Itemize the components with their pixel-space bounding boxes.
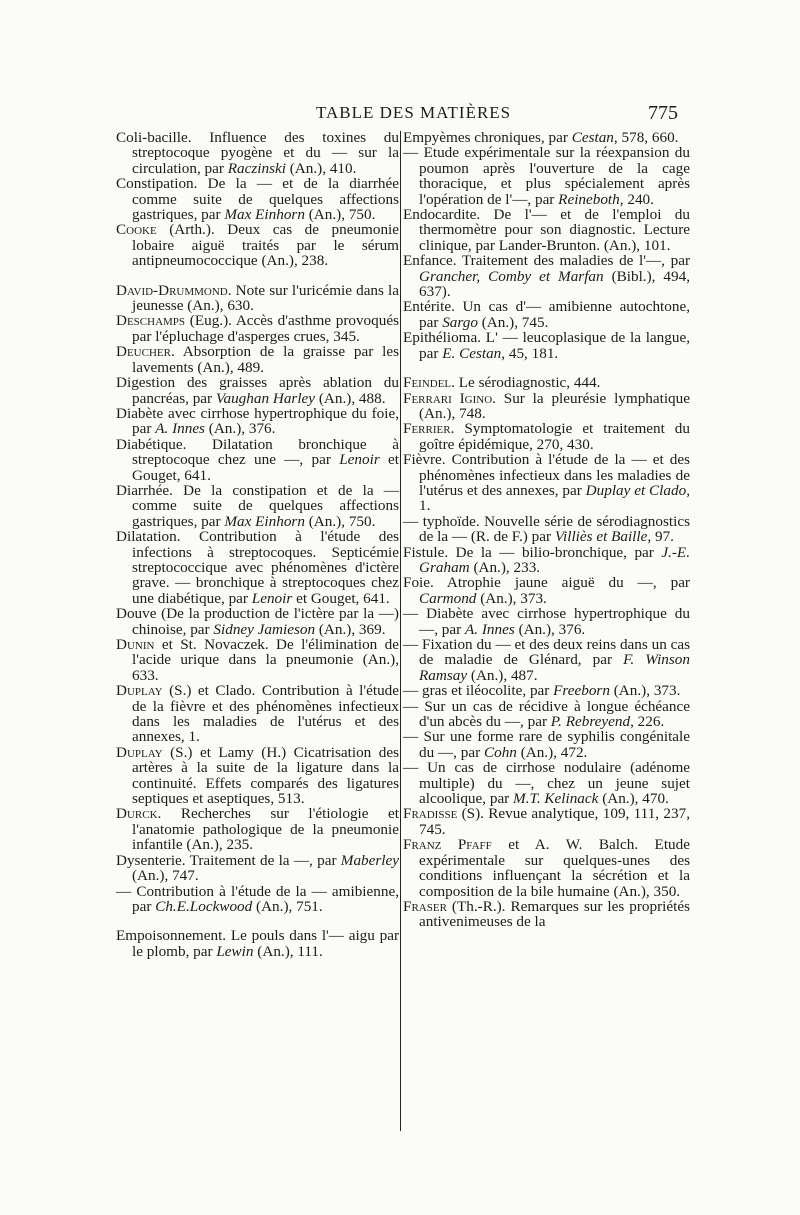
- entry-text: . Le sérodiagnostic, 444.: [451, 374, 601, 392]
- entry-head: Deucher: [116, 343, 171, 361]
- index-entry: [403, 253, 690, 299]
- entry-text: Fièvre. Contribution à l'étude de la — et des phénomènes infectieux dans les maladies de l'utérus et des annexes, par: [403, 451, 690, 499]
- entry-text: et St. Novaczek. De l'élimination de l'acide urique dans la pneumonie (An.), 633.: [132, 636, 399, 684]
- entry-text: Dysenterie. Traitement de la —, par: [116, 851, 341, 869]
- index-entry: [403, 421, 690, 452]
- entry-tail: , 578, 660.: [613, 129, 679, 146]
- entry-author: P. Rebreyend: [550, 713, 631, 731]
- entry-head: Durck: [116, 805, 158, 823]
- entry-text: — Un cas de cirrhose nodulaire (adénome multiple) du —, chez un jeune sujet alcoolique, par: [403, 759, 690, 808]
- entry-head: Dunin: [116, 636, 155, 653]
- entry-tail: (An.), 747.: [132, 867, 199, 885]
- entry-tail: (An.), 487.: [467, 666, 538, 684]
- index-column-right: [403, 130, 690, 930]
- index-entry: [403, 375, 690, 390]
- index-entry: [403, 207, 690, 253]
- index-entry: [116, 437, 399, 483]
- index-entry: [116, 283, 399, 314]
- entry-tail: (An.), 373.: [476, 589, 547, 607]
- entry-text: . Recherches sur l'étiologie et l'anatomie pathologique de la pneumonie infantile (An.), 235.: [132, 805, 399, 854]
- entry-author: Lenoir: [251, 589, 293, 607]
- index-entry: [403, 514, 690, 545]
- page-header: [0, 98, 800, 128]
- entry-head: Duplay: [116, 682, 163, 700]
- entry-author: Vaughan Harley: [215, 389, 316, 407]
- entry-text: Endocardite. De l'— et de l'emploi du thermomètre pour son diagnostic. Lecture clinique, par Lander-Brunton. (An.), 101.: [403, 206, 690, 254]
- entry-text: et A. W. Balch. Etude expérimentale sur quelques-unes des conditions influençant la sécrétion et la composition de la bile humaine (An.), 350.: [419, 836, 690, 900]
- entry-head: Fraser: [403, 897, 447, 915]
- entry-author: A. Innes: [464, 620, 515, 638]
- entry-author: Grancher, Comby et Marfan: [419, 267, 604, 285]
- index-entry: [116, 806, 399, 852]
- entry-tail: (An.), 373.: [609, 682, 681, 700]
- index-entry: [116, 344, 399, 375]
- index-entry: [116, 313, 399, 344]
- entry-head: Franz Pfaff: [403, 836, 492, 854]
- entry-text: . Absorption de la graisse par les lavements (An.), 489.: [132, 343, 399, 376]
- index-entry: [116, 529, 399, 606]
- index-entry: [116, 745, 399, 807]
- index-entry: [116, 853, 399, 884]
- entry-tail: (An.), 750.: [304, 206, 376, 224]
- entry-text: (S.) et Lamy (H.) Cicatrisation des artères à la suite de la ligature dans la continuité. Effets comparés des ligatures septiques et aseptiques, 513.: [132, 743, 399, 808]
- entry-head: Cooke: [116, 221, 157, 239]
- index-entry: [116, 222, 399, 268]
- entry-tail: (An.), 410.: [285, 159, 357, 177]
- entry-text: Diabète avec cirrhose hypertrophique du foie, par: [116, 404, 399, 438]
- index-entry: [116, 683, 399, 745]
- index-entry: [403, 899, 690, 930]
- entry-tail: (An.), 488.: [315, 389, 386, 407]
- entry-tail: (An.), 472.: [516, 743, 588, 761]
- entry-text: Constipation. De la — et de la diarrhée comme suite de quelques affections gastriques, par: [116, 175, 399, 224]
- entry-text: Enfance. Traitement des maladies de l'—, par: [403, 252, 690, 270]
- index-entry: [116, 176, 399, 222]
- entry-tail: , 240.: [619, 190, 654, 208]
- entry-text: Entérite. Un cas d'— amibienne autochtone, par: [403, 298, 690, 331]
- index-entry: [403, 699, 690, 730]
- index-entry: [116, 884, 399, 915]
- entry-tail: (An.), 745.: [477, 313, 549, 331]
- entry-text: (S). Revue analytique, 109, 111, 237, 745.: [419, 805, 690, 838]
- index-entry: [116, 406, 399, 437]
- index-entry: [116, 483, 399, 529]
- index-entry: [403, 760, 690, 806]
- entry-head: David-Drummond: [116, 281, 228, 299]
- entry-author: J.-E. Graham: [419, 543, 690, 576]
- index-entry: [116, 375, 399, 406]
- entry-text: (Eug.). Accès d'asthme provoqués par l'épluchage d'asperges crues, 345.: [132, 312, 399, 345]
- entry-author: Villiès et Baille: [554, 528, 648, 546]
- index-entry: [403, 299, 690, 330]
- index-entry: [403, 452, 690, 514]
- entry-text: Foie. Atrophie jaune aiguë du —, par: [403, 574, 690, 592]
- entry-author: Raczinski: [227, 159, 286, 177]
- index-entry: [116, 928, 399, 959]
- entry-author: Cohn: [483, 743, 517, 761]
- entry-author: Max Einhorn: [224, 206, 305, 224]
- entry-text: (Th.-R.). Remarques sur les propriétés antivenimeuses de la: [419, 897, 690, 931]
- entry-tail: (An.), 376.: [514, 620, 586, 638]
- entry-tail: (An.), 376.: [204, 420, 276, 438]
- index-column-left: [116, 130, 399, 959]
- entry-tail: et Gouget, 641.: [292, 589, 390, 607]
- entry-head: Ferrari Igino: [403, 389, 493, 407]
- entry-text: — Etude expérimentale sur la réexpansion du poumon après l'ouverture de la cage thoracique, et plus spécialement après l'opération de l'—, par: [403, 144, 690, 208]
- index-entry: [403, 837, 690, 899]
- entry-head: Feindel: [403, 374, 452, 392]
- index-entry: [403, 637, 690, 683]
- entry-text: — Sur une forme rare de syphilis congénitale du —, par: [403, 728, 690, 761]
- entry-text: Fistule. De la — bilio-bronchique, par: [403, 543, 662, 561]
- entry-tail: (An.), 751.: [252, 897, 323, 915]
- entry-author: Maberley: [340, 851, 399, 869]
- entry-text: — typhoïde. Nouvelle série de sérodiagnostics de la — (R. de F.) par: [403, 512, 690, 546]
- running-title: TABLE DES MATIÈRES: [316, 103, 512, 122]
- entry-tail: (An.), 233.: [469, 558, 541, 576]
- entry-text: Coli-bacille. Influence des toxines du streptocoque pyogène et du — sur la circulation, par: [116, 129, 399, 177]
- entry-author: A. Innes: [155, 420, 205, 438]
- page-number: 775: [648, 102, 678, 124]
- column-divider: [400, 131, 401, 1131]
- entry-text: (S.) et Clado. Contribution à l'étude de la fièvre et des phénomènes infectieux dans les maladies de l'utérus et des annexes, 1.: [132, 682, 399, 746]
- entry-author: M.T. Kelinack: [513, 790, 599, 808]
- entry-author: E. Cestan: [442, 344, 502, 362]
- index-entry: [116, 606, 399, 637]
- entry-author: Freeborn: [553, 682, 610, 700]
- entry-text: . Symptomatologie et traitement du goître épidémique, 270, 430.: [419, 420, 690, 453]
- entry-text: — Sur un cas de récidive à longue échéance d'un abcès du —, par: [403, 697, 690, 731]
- entry-author: Carmond: [419, 589, 477, 607]
- entry-author: Lenoir: [339, 451, 380, 469]
- index-entry: [403, 575, 690, 606]
- index-entry: [403, 683, 690, 698]
- entry-text: Diarrhée. De la constipation et de la — comme suite de quelques affections gastriques, par: [116, 481, 399, 530]
- entry-text: Dilatation. Contribution à l'étude des infections à streptocoques. Septicémie streptococcique avec phénomènes d'ictère grave. — bronchique à streptocoques chez une diabétique, par: [116, 528, 399, 607]
- index-entry: [403, 729, 690, 760]
- entry-author: Reineboth: [558, 190, 620, 208]
- entry-text: (Arth.). Deux cas de pneumonie lobaire aiguë traités par le sérum antipneumococcique (An.), 238.: [132, 221, 399, 270]
- entry-text: — Fixation du — et des deux reins dans un cas de maladie de Glénard, par: [403, 636, 690, 669]
- entry-text: Diabétique. Dilatation bronchique à streptocoque chez une —, par: [116, 435, 399, 469]
- entry-tail: (Bibl.), 494, 637).: [419, 267, 691, 301]
- entry-text: Douve (De la production de l'ictère par la —) chinoise, par: [116, 605, 399, 638]
- index-entry: [403, 391, 690, 422]
- entry-text: Empoisonnement. Le pouls dans l'— aigu par le plomb, par: [116, 927, 399, 960]
- entry-author: Ch.E.Lockwood: [155, 897, 253, 915]
- entry-tail: (An.), 111.: [253, 942, 323, 960]
- entry-head: Fradisse: [403, 805, 458, 823]
- index-entry: [403, 606, 690, 637]
- entry-text: Epithélioma. L' — leucoplasique de la langue, par: [403, 329, 690, 362]
- entry-author: Lewin: [216, 942, 254, 960]
- index-entry: [403, 545, 690, 576]
- entry-tail: , 45, 181.: [501, 344, 559, 362]
- index-entry: [403, 806, 690, 837]
- entry-tail: , 97.: [647, 528, 674, 546]
- entry-tail: (An.), 369.: [315, 620, 386, 638]
- entry-text: — Diabète avec cirrhose hypertrophique du —, par: [403, 605, 690, 638]
- entry-head: Ferrier: [403, 420, 451, 438]
- entry-head: Deschamps: [116, 312, 186, 330]
- entry-text: Empyèmes chroniques, par: [403, 129, 572, 146]
- entry-author: Cestan: [571, 129, 614, 146]
- entry-author: Sidney Jamieson: [213, 620, 316, 638]
- index-entry: [116, 637, 399, 683]
- entry-tail: , 1.: [419, 481, 690, 515]
- entry-text: — gras et iléocolite, par: [403, 682, 554, 700]
- entry-text: . Note sur l'uricémie dans la jeunesse (An.), 630.: [132, 281, 399, 315]
- index-entry: [403, 145, 690, 207]
- entry-tail: et Gouget, 641.: [132, 451, 399, 484]
- entry-text: Digestion des graisses après ablation du pancréas, par: [116, 374, 399, 407]
- entry-author: Duplay et Clado: [585, 481, 687, 499]
- entry-text: — Contribution à l'étude de la — amibienne, par: [116, 882, 399, 915]
- index-entry: [116, 130, 399, 176]
- entry-head: Duplay: [116, 743, 163, 761]
- index-entry: [403, 330, 690, 361]
- entry-text: . Sur la pleurésie lymphatique (An.), 748.: [419, 389, 690, 422]
- entry-author: Sargo: [442, 313, 478, 331]
- entry-author: F. Winson Ramsay: [419, 651, 690, 684]
- index-entry: [403, 130, 690, 145]
- entry-tail: (An.), 470.: [598, 790, 669, 808]
- entry-tail: (An.), 750.: [304, 512, 376, 530]
- entry-tail: , 226.: [630, 713, 665, 731]
- entry-author: Max Einhorn: [224, 512, 305, 530]
